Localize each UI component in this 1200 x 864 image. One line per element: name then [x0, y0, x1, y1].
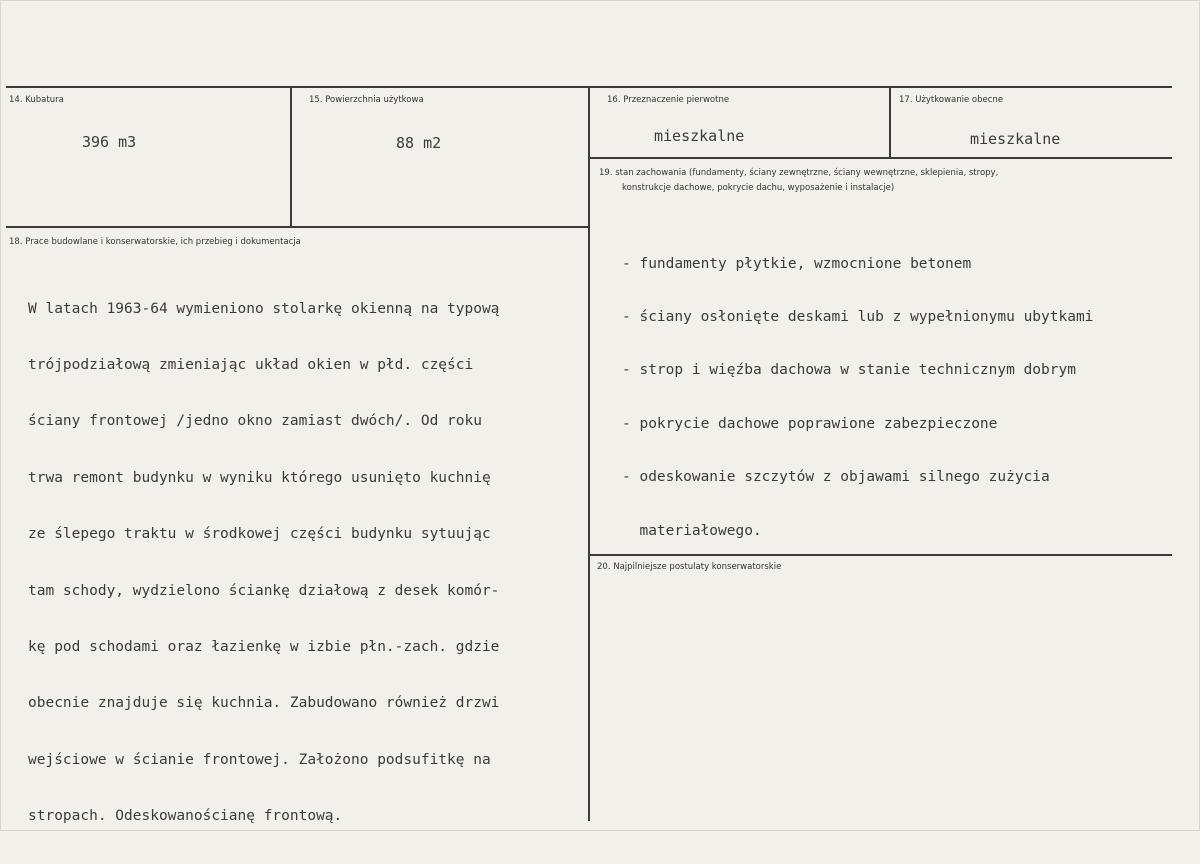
condition-item: - fundamenty płytkie, wzmocnione betonem: [622, 255, 972, 272]
field-18-line: kę pod schodami oraz łazienkę w izbie płn.-zach. gdzie: [28, 638, 500, 655]
field-19-label-line2: konstrukcje dachowe, pokrycie dachu, wyposażenie i instalacje): [622, 183, 895, 193]
condition-item: - ściany osłonięte deskami lub z wypełnionymu ubytkami: [622, 308, 1094, 325]
divider-14-15: [290, 86, 292, 227]
field-18-text: [28, 262, 499, 864]
field-18-line: wejściowe w ścianie frontowej. Założono podsufitkę na: [28, 751, 491, 768]
field-18-line: trwa remont budynku w wyniku którego usunięto kuchnię: [28, 469, 491, 486]
field-16-value: mieszkalne: [654, 127, 745, 145]
field-18-line: ze ślepego traktu w środkowej części budynku sytuując: [28, 526, 491, 543]
divider-16-17: [889, 86, 891, 158]
condition-item: - strop i więźba dachowa w stanie technicznym dobrym: [622, 362, 1076, 379]
field-15-label: 15. Powierzchnia użytkowa: [309, 95, 424, 105]
field-18-label: 18. Prace budowlane i konserwatorskie, ich przebieg i dokumentacja: [9, 237, 301, 247]
field-14-label: 14. Kubatura: [9, 95, 64, 105]
field-18-line: tam schody, wydzielono ściankę działową z desek komór-: [28, 582, 500, 599]
field-18-line: trójpodziałową zmieniając układ okien w płd. części: [28, 356, 474, 373]
field-20-label: 20. Najpilniejsze postulaty konserwatorskie: [597, 562, 782, 572]
field-16-label: 16. Przeznaczenie pierwotne: [607, 95, 730, 105]
field-18-line: W latach 1963-64 wymieniono stolarkę okienną na typową: [28, 300, 500, 317]
field-17-label: 17. Użytkowanie obecne: [899, 95, 1004, 105]
field-19-list: [622, 220, 1093, 576]
field-18-line: obecnie znajduje się kuchnia. Zabudowano również drzwi: [28, 695, 500, 712]
field-18-line: ściany frontowej /jedno okno zamiast dwóch/. Od roku: [28, 413, 482, 430]
field-14-value: 396 m3: [82, 133, 137, 151]
condition-item: - pokrycie dachowe poprawione zabezpieczone: [622, 415, 998, 432]
divider-15-16: [588, 86, 590, 821]
field-15-value: 88 m2: [396, 134, 442, 152]
field-19-label-line1: 19. stan zachowania (fundamenty, ściany zewnętrzne, ściany wewnętrzne, sklepienia, stropy,: [599, 168, 999, 178]
field-17-value: mieszkalne: [970, 130, 1061, 148]
field-18-line: stropach. Odeskowanościanę frontową.: [28, 808, 343, 825]
condition-item: - odeskowanie szczytów z objawami silnego zużycia: [622, 469, 1050, 486]
rule-under-14-15: [6, 226, 590, 228]
rule-under-16-17: [590, 157, 1172, 159]
condition-item: materiałowego.: [622, 522, 762, 539]
